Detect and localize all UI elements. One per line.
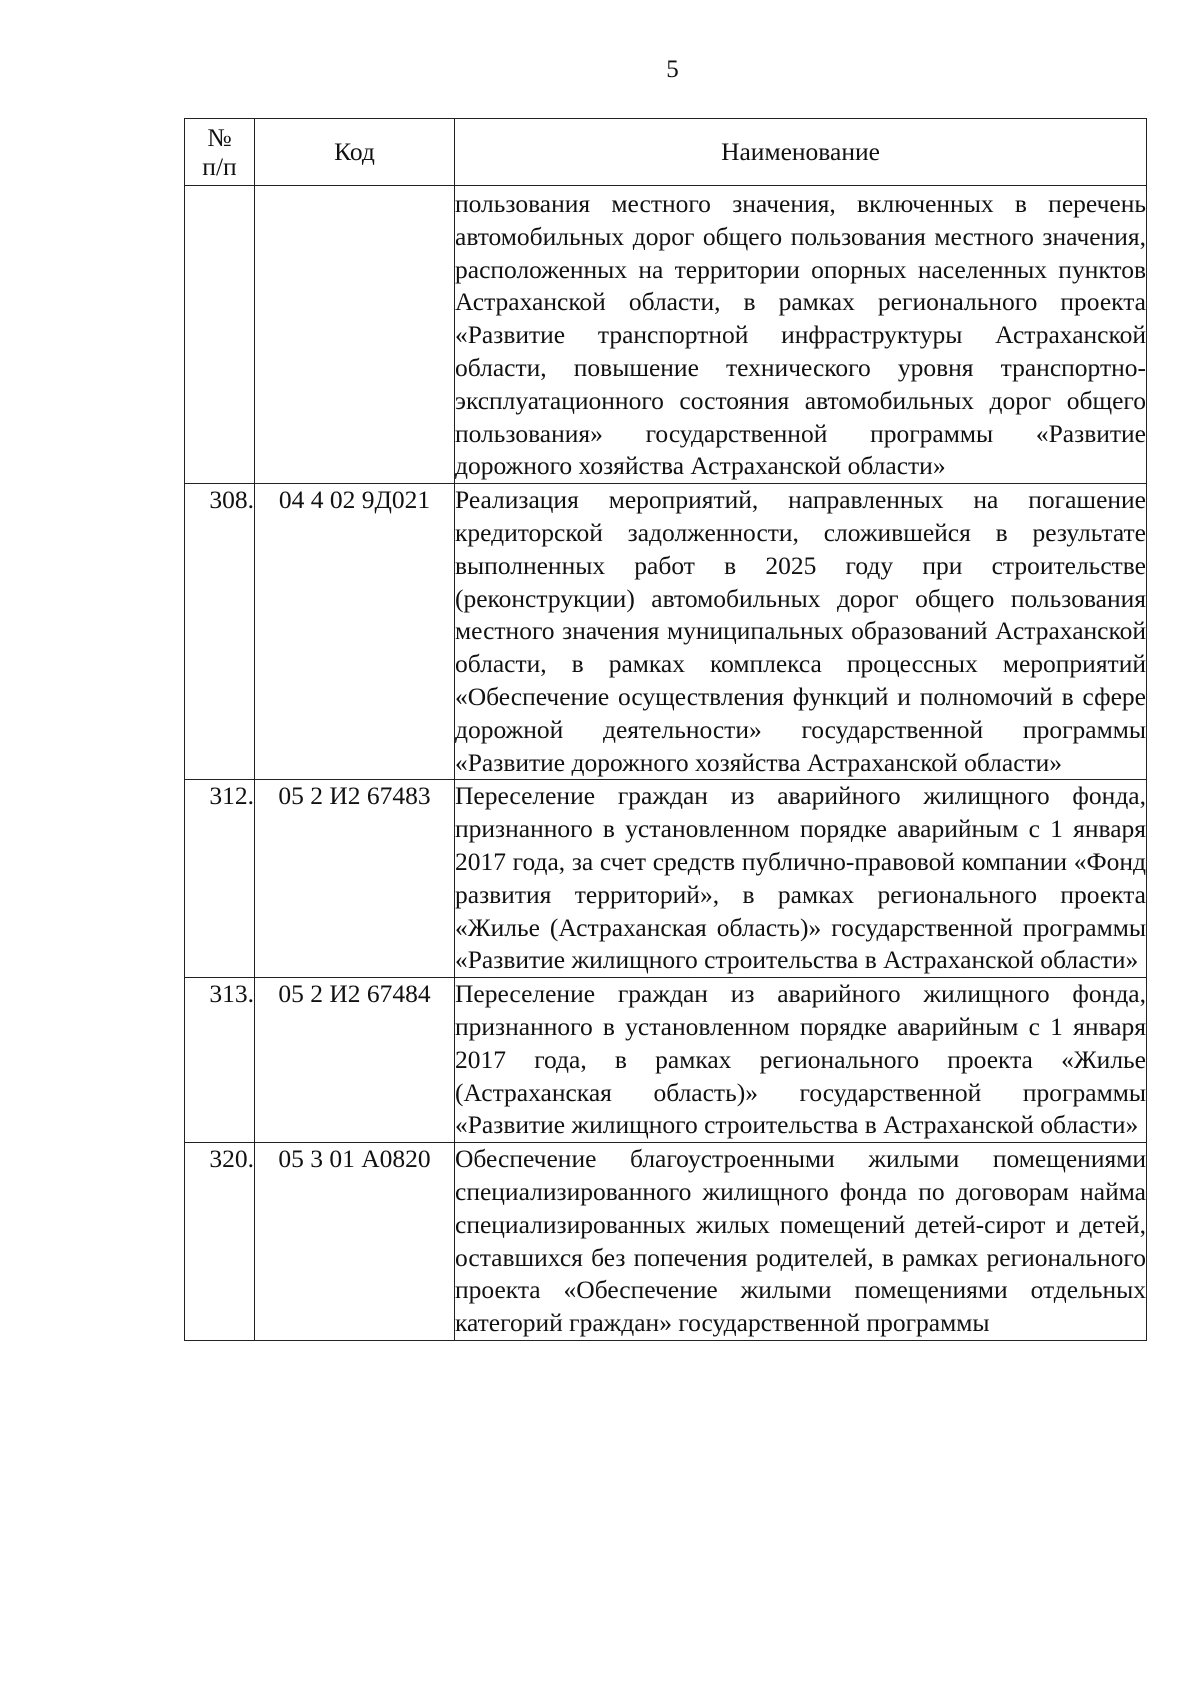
header-number-abbr: п/п (202, 152, 237, 181)
table-row (185, 1143, 1147, 1341)
header-name: Наименование (455, 119, 1147, 186)
row-number: 312. (185, 780, 255, 978)
row-code: 05 2 И2 67484 (255, 978, 455, 1143)
budget-code-table (184, 118, 1147, 1341)
row-code (255, 186, 455, 484)
row-name: Реализация мероприятий, направленных на погашение кредиторской задолженности, сложившейся в результате выполненных работ в 2025 году при строительстве (реконструкции) автомобильных дорог общего пользования местного значения муниципальных образований Астраханской области, в рамках комплекса процессных мероприятий «Обеспечение осуществления функций и полномочий в сфере дорожной деятельности» государственной программы «Развитие дорожного хозяйства Астраханской области» (455, 484, 1147, 780)
row-name: пользования местного значения, включенных в перечень автомобильных дорог общего пользования местного значения, расположенных на территории опорных населенных пунктов Астраханской области, в рамках регионального проекта «Развитие транспортной инфраструктуры Астраханской области, повышение технического уровня транспортно-эксплуатационного состояния автомобильных дорог общего пользования» государственной программы «Развитие дорожного хозяйства Астраханской области» (455, 186, 1147, 484)
row-number: 320. (185, 1143, 255, 1341)
table-row (185, 780, 1147, 978)
row-name: Обеспечение благоустроенными жилыми помещениями специализированного жилищного фонда по договорам найма специализированных жилых помещений детей-сирот и детей, оставшихся без попечения родителей, в рамках регионального проекта «Обеспечение жилыми помещениями отдельных категорий граждан» государственной программы (455, 1143, 1147, 1341)
header-code: Код (255, 119, 455, 186)
row-name: Переселение граждан из аварийного жилищного фонда, признанного в установленном порядке аварийным с 1 января 2017 года, за счет средств публично-правовой компании «Фонд развития территорий», в рамках регионального проекта «Жилье (Астраханская область)» государственной программы «Развитие жилищного строительства в Астраханской области» (455, 780, 1147, 978)
row-name: Переселение граждан из аварийного жилищного фонда, признанного в установленном порядке аварийным с 1 января 2017 года, в рамках регионального проекта «Жилье (Астраханская область)» государственной программы «Развитие жилищного строительства в Астраханской области» (455, 978, 1147, 1143)
table-header-row (185, 119, 1147, 186)
header-number (185, 119, 255, 186)
row-number: 313. (185, 978, 255, 1143)
table-row (185, 484, 1147, 780)
row-code: 04 4 02 9Д021 (255, 484, 455, 780)
header-number-symbol: № (207, 123, 232, 152)
page-number: 5 (666, 56, 679, 83)
row-number (185, 186, 255, 484)
row-number: 308. (185, 484, 255, 780)
table-row (185, 978, 1147, 1143)
row-code: 05 3 01 А0820 (255, 1143, 455, 1341)
table-row (185, 186, 1147, 484)
row-code: 05 2 И2 67483 (255, 780, 455, 978)
